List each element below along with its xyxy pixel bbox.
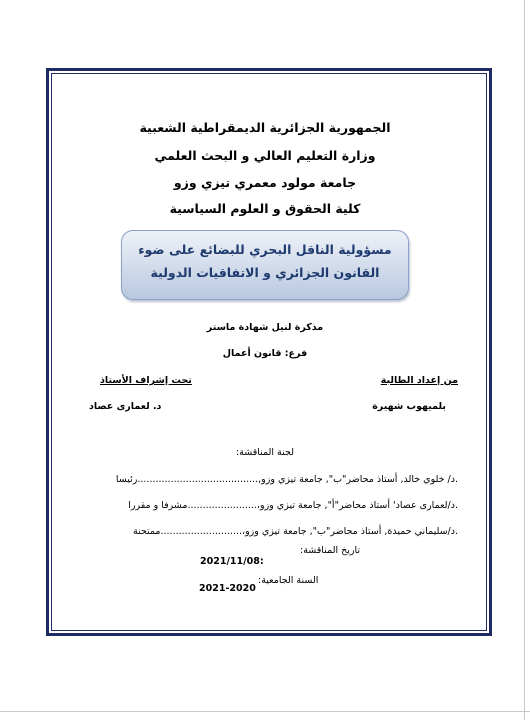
republic-name: الجمهورية الجزائرية الديمقراطية الشعبية [139, 120, 391, 135]
academic-year-label: السنة الجامعية: [258, 575, 319, 586]
committee-member-1: .د/ خلوي خالد, أستاذ محاضر"ب", جامعة تيزي وزو,........................................رئيسا [115, 474, 458, 485]
ministry-name: وزارة التعليم العالي و البحث العلمي [154, 148, 376, 163]
university-name: جامعة مولود معمري تيزي وزو [173, 175, 357, 190]
page-bottom-edge [0, 711, 530, 712]
committee-label: لجنة المناقشة: [235, 447, 295, 458]
supervision-label: تحت إشراف الأستاذ [100, 375, 192, 386]
student-name: بلميهوب شهيرة [372, 401, 446, 412]
faculty-name: كلية الحقوق و العلوم السياسية [169, 201, 361, 216]
committee-member-2: .د/لعمارى عصاد' أستاذ محاضر"أ", جامعة تيزي وزو،.......................مشرفا و مقررا [128, 500, 458, 511]
defense-date: 2021/11/08: [200, 556, 264, 567]
page-right-edge [524, 0, 525, 720]
defense-date-label: تاريخ المناقشة: [300, 545, 361, 556]
committee-member-3: .د/سليماني حميدة, أستاذ محاضر"ب", جامعة تيزي وزو،...........................ممتحنة [132, 526, 458, 537]
thesis-purpose: مذكرة لنيل شهادة ماستر [206, 322, 324, 333]
thesis-title-line1: مسؤولية الناقل البحري للبضائع على ضوء [138, 242, 392, 257]
supervisor-name: د. لعمارى عصاد [89, 401, 162, 412]
academic-year: 2021-2020 [199, 583, 256, 594]
prepared-by-label: من إعداد الطالبة [380, 375, 458, 386]
thesis-branch: فرع: قانون أعمال [222, 348, 308, 359]
thesis-title-line2: القانون الجزائري و الاتفاقيات الدولية [150, 265, 380, 280]
